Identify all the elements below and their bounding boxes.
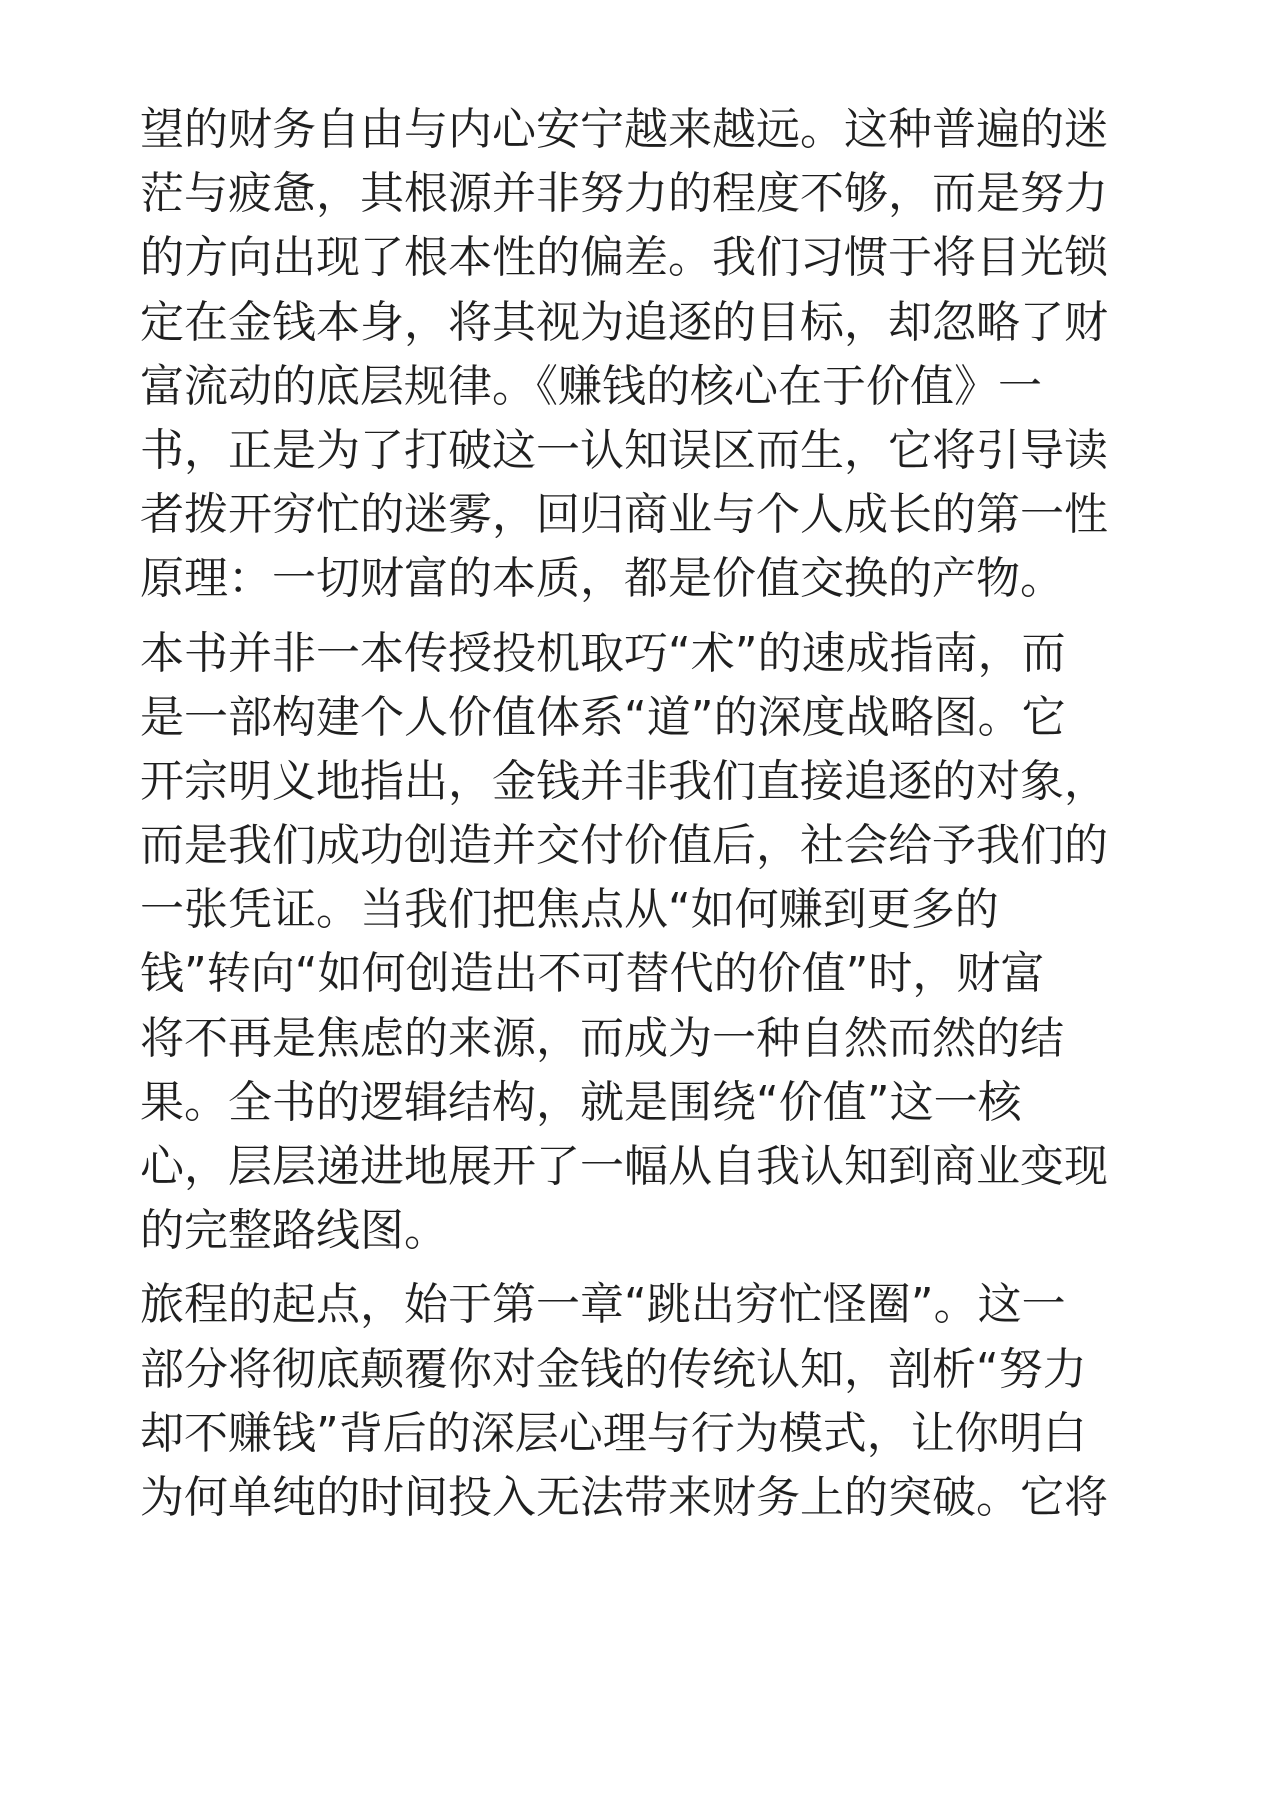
text-line: 心，层层递进地展开了一幅从自我认知到商业变现 bbox=[140, 1141, 1108, 1192]
text-line: 却不赚钱”背后的深层心理与行为模式，让你明白 bbox=[140, 1407, 1087, 1459]
paragraph-2 bbox=[140, 622, 1135, 1264]
text-line: 的完整路线图。 bbox=[140, 1205, 448, 1257]
paragraph-1 bbox=[140, 98, 1135, 612]
text-line: 者拨开穷忙的迷雾，回归商业与个人成长的第一性 bbox=[140, 489, 1108, 541]
text-line: 果。全书的逻辑结构，就是围绕“价值”这一核 bbox=[140, 1076, 1022, 1128]
text-line: 一张凭证。当我们把焦点从“如何赚到更多的 bbox=[140, 884, 999, 936]
text-line: 望的财务自由与内心安宁越来越远。这种普遍的迷 bbox=[140, 104, 1108, 155]
text-line: 原理：一切财富的本质，都是价值交换的产物。 bbox=[140, 553, 1064, 605]
text-line: 茫与疲惫，其根源并非努力的程度不够，而是努力 bbox=[140, 168, 1108, 220]
document-page bbox=[140, 98, 1135, 1540]
text-line: 旅程的起点，始于第一章“跳出穷忙怪圈”。这一 bbox=[140, 1279, 1066, 1331]
text-line: 而是我们成功创造并交付价值后，社会给予我们的 bbox=[140, 820, 1108, 872]
text-line: 是一部构建个人价值体系“道”的深度战略图。它 bbox=[140, 691, 1066, 743]
text-line: 富流动的底层规律。《赚钱的核心在于价值》一 bbox=[140, 360, 1042, 412]
text-line: 开宗明义地指出，金钱并非我们直接追逐的对象， bbox=[140, 755, 1108, 807]
text-line: 将不再是焦虑的来源，而成为一种自然而然的结 bbox=[140, 1012, 1064, 1064]
text-line: 钱”转向“如何创造出不可替代的价值”时，财富 bbox=[140, 948, 1045, 1000]
paragraph-3 bbox=[140, 1273, 1135, 1530]
text-line: 定在金钱本身，将其视为追逐的目标，却忽略了财 bbox=[140, 296, 1108, 348]
text-line: 部分将彻底颠覆你对金钱的传统认知，剖析“努力 bbox=[140, 1343, 1087, 1395]
text-line: 为何单纯的时间投入无法带来财务上的突破。它将 bbox=[140, 1471, 1108, 1523]
text-line: 书，正是为了打破这一认知误区而生，它将引导读 bbox=[140, 424, 1108, 476]
text-line: 的方向出现了根本性的偏差。我们习惯于将目光锁 bbox=[140, 232, 1108, 284]
text-line: 本书并非一本传授投机取巧“术”的速成指南，而 bbox=[140, 627, 1066, 679]
